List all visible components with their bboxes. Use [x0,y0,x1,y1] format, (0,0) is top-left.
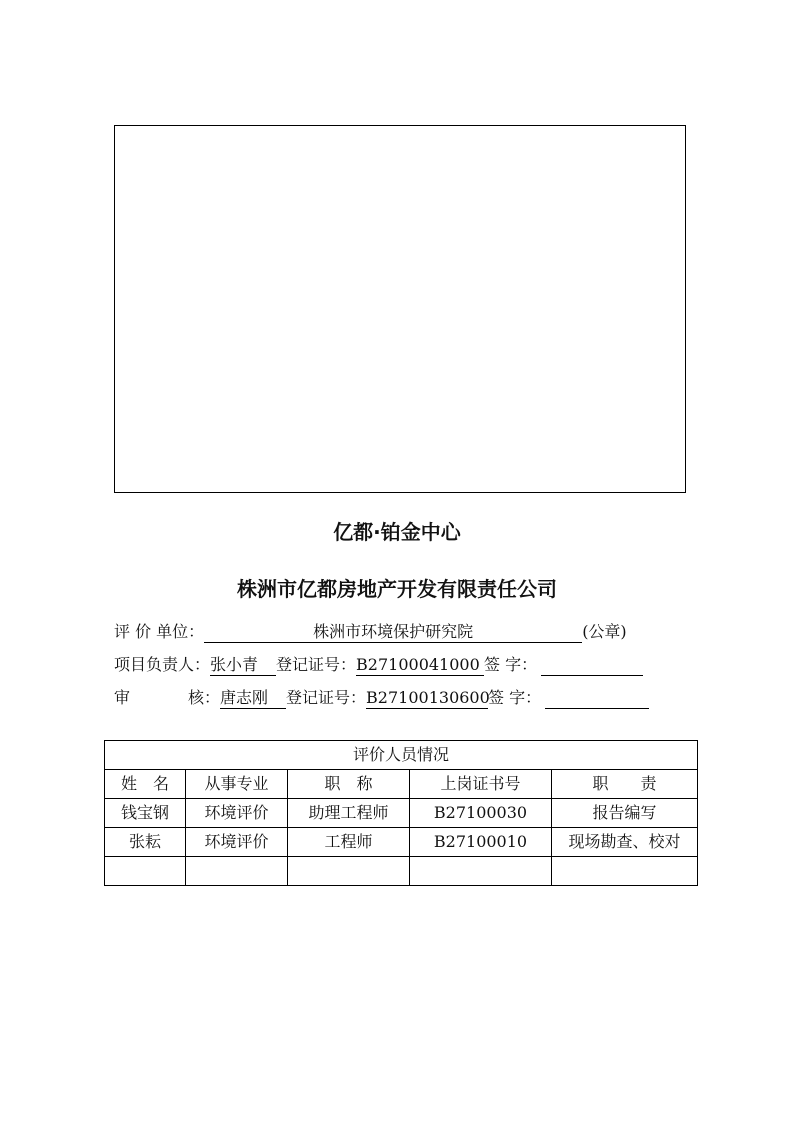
reviewer-reg-label: 登记证号： [286,688,367,707]
photo-frame [114,125,686,493]
table-row [105,857,698,886]
company-title: 株洲市亿都房地产开发有限责任公司 [237,577,557,601]
project-lead-signature-line [541,657,643,676]
project-lead-label: 项目负责人： [114,655,211,674]
project-lead-name: 张小青 [210,655,276,676]
project-lead-line [114,654,643,676]
eval-unit-label: 评 价 单位： [114,622,205,641]
table-row [105,828,698,857]
cell-name: 张耘 [105,828,186,857]
cell-duty: 报告编写 [552,799,698,828]
header-certificate: 上岗证书号 [410,770,552,799]
project-title: 亿都·铂金中心 [333,520,461,544]
cell-certificate: B27100010 [410,828,552,857]
eval-unit-line [114,621,627,643]
reviewer-signature-line [545,690,649,709]
table-header-row [105,770,698,799]
header-title: 职 称 [288,770,410,799]
cell-specialty: 环境评价 [186,828,288,857]
reviewer-name: 唐志刚 [220,688,286,709]
table-caption-row [105,741,698,770]
eval-unit-value: 株洲市环境保护研究院 [204,622,582,643]
seal-note: (公章) [582,622,627,641]
project-lead-sign-label: 签 字： [484,655,538,674]
header-name: 姓 名 [105,770,186,799]
cell-certificate: B27100030 [410,799,552,828]
header-duty: 职 责 [552,770,698,799]
project-lead-reg-label: 登记证号： [276,655,357,674]
reviewer-sign-label: 签 字： [488,688,542,707]
cell-duty [552,857,698,886]
cell-name [105,857,186,886]
reviewer-label-b: 核： [188,688,221,707]
cell-specialty [186,857,288,886]
cell-title: 助理工程师 [288,799,410,828]
staff-table [104,740,698,886]
cell-duty: 现场勘查、校对 [552,828,698,857]
cell-name: 钱宝钢 [105,799,186,828]
cell-certificate [410,857,552,886]
reviewer-reg-no: B27100130600 [366,688,490,707]
project-lead-reg-no: B27100041000 [356,655,484,676]
table-row [105,799,698,828]
cell-title [288,857,410,886]
header-specialty: 从事专业 [186,770,288,799]
reviewer-line [114,687,649,709]
cell-specialty: 环境评价 [186,799,288,828]
reviewer-label-a: 审 [114,688,131,707]
cell-title: 工程师 [288,828,410,857]
table-caption: 评价人员情况 [105,741,698,770]
